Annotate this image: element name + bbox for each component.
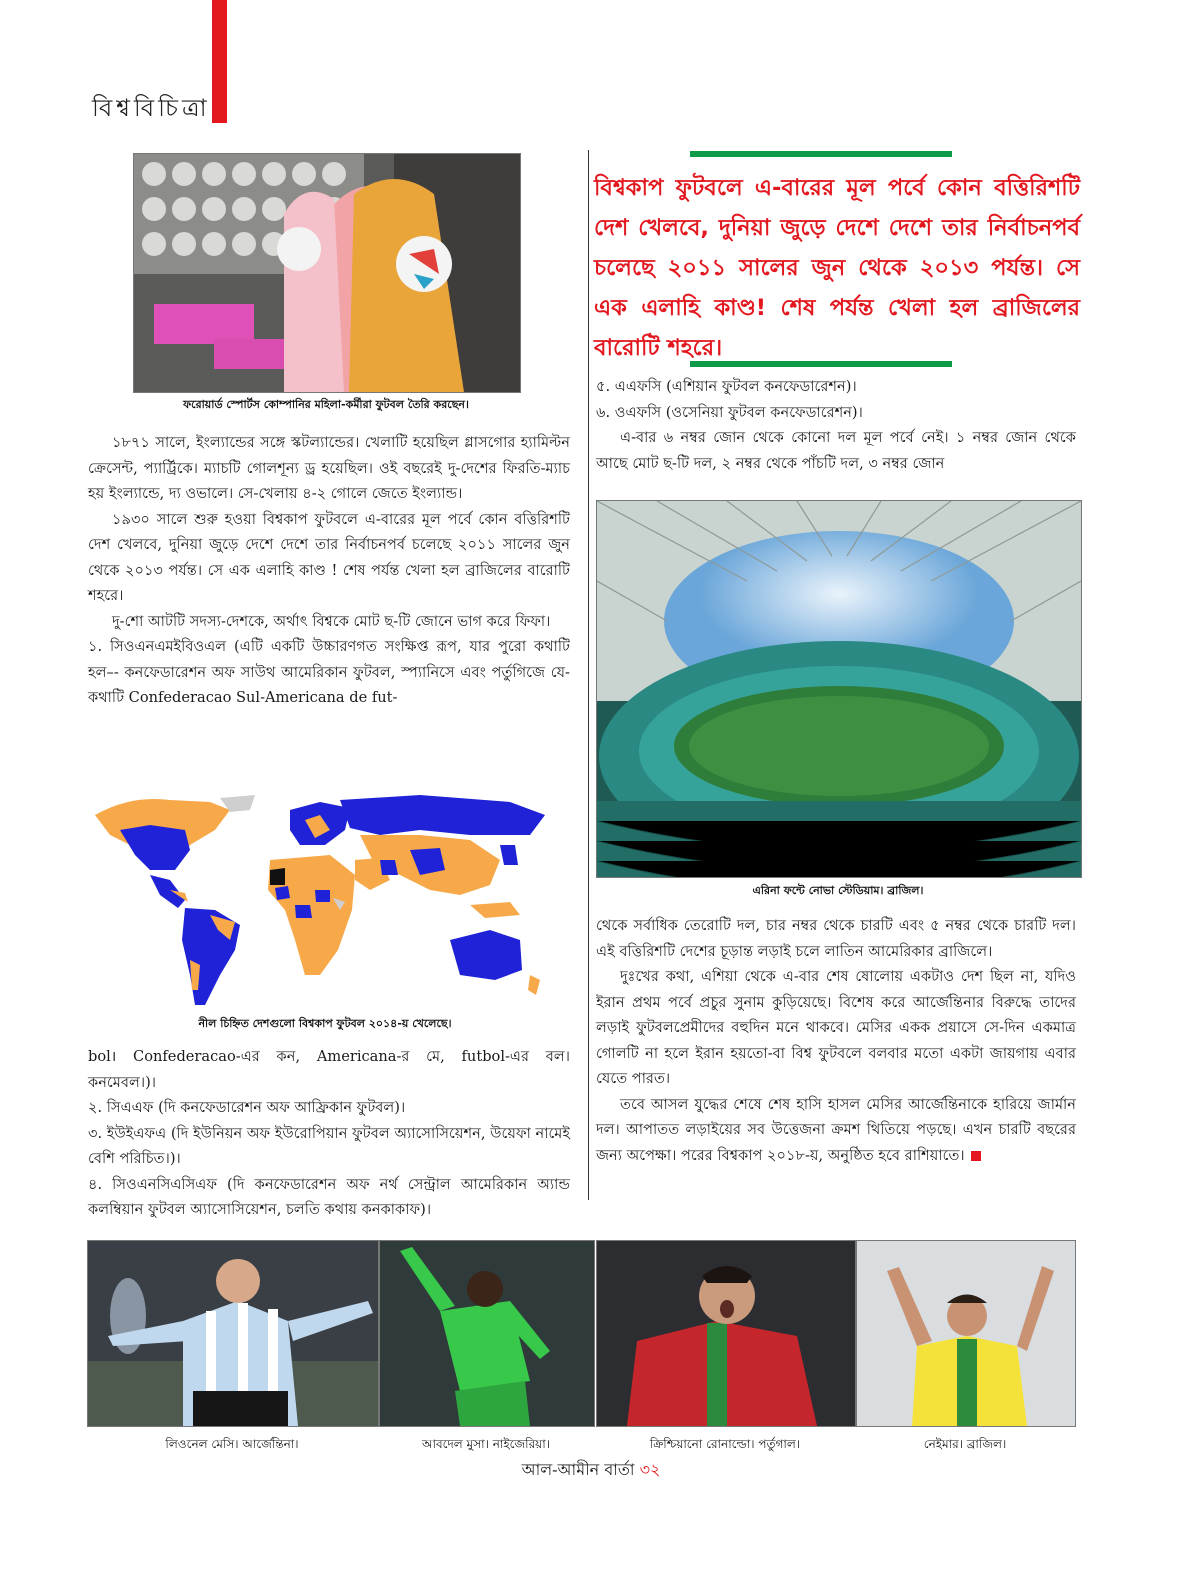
paragraph: ৬. ওএফসি (ওসেনিয়া ফুটবল কনফেডারেশন)। xyxy=(596,403,863,421)
pull-quote-rule-bottom xyxy=(690,361,952,367)
magazine-name: আল-আমীন বার্তা xyxy=(521,1460,635,1479)
paragraph: ৫. এএফসি (এশিয়ান ফুটবল কনফেডারেশন)। xyxy=(596,378,857,395)
right-column-top xyxy=(596,374,1076,476)
header-accent-bar xyxy=(212,0,227,123)
right-column-bottom xyxy=(596,913,1076,1168)
map-caption: নীল চিহ্নিত দেশগুলো বিশ্বকাপ ফুটবল ২০১৪-য় খেলেছে। xyxy=(198,1017,452,1030)
end-mark-icon xyxy=(971,1151,981,1161)
left-column-bottom xyxy=(88,1044,570,1223)
paragraph: ১. সিওএনএমইবিওএল (এটি একটি উচ্চারণগত সংক্ষিপ্ত রূপ, যার পুরো কথাটি হল–- কনফেডারেশন অফ সাউথ আমেরিকান ফুটবল, স্প্যানিসে এবং পর্তুগিজে যে-কথাটি Confederacao Sul-Americana de fut- xyxy=(88,638,570,706)
messi-caption: লিওনেল মেসি। আর্জেন্তিনা। xyxy=(165,1437,299,1451)
page-footer xyxy=(0,1457,1182,1484)
paragraph: দুঃখের কথা, এশিয়া থেকে এ-বার শেষ ষোলোয় একটাও দেশ ছিল না, যদিও ইরান প্রথম পর্বে প্রচুর সুনাম কুড়িয়েছে। বিশেষ করে আর্জেন্তিনার বিরুদ্ধে তাদের লড়াই ফুটবলপ্রেমীদের বহুদিন মনে থাকবে। মেসির একক প্রয়াসে সে-দিন একমাত্র গোলটি না হলে ইরান হয়তো-বা বিশ্ব ফুটবলে বলবার মতো একটা জায়গায় এবার যেতে পারত। xyxy=(596,968,1076,1087)
neymar-photo xyxy=(856,1240,1076,1427)
paragraph: দু-শো আটটি সদস্য-দেশকে, অর্থাৎ বিশ্বকে মোট ছ-টি জোনে ভাগ করে ফিফা। xyxy=(112,612,551,630)
stadium-photo xyxy=(596,500,1082,878)
page-number: ৩২ xyxy=(639,1460,661,1479)
ronaldo-photo xyxy=(596,1240,856,1427)
paragraph: ১৮৭১ সালে, ইংল্যান্ডের সঙ্গে স্কটল্যান্ডের। খেলাটি হয়েছিল গ্লাসগোর হ্যামিল্টন ক্রেসেন্ট, প্যার্ট্রিকে। ম্যাচটি গোলশূন্য ড্র হয়েছিল। ওই বছরেই দু-দেশের ফিরতি-ম্যাচ হয় ইংল্যান্ডে, দ্য ওভালে। সে-খেলায় ৪-২ গোলে জেতে ইংল্যান্ড। xyxy=(88,434,570,502)
left-column-top xyxy=(88,430,570,711)
messi-photo xyxy=(87,1240,379,1427)
world-map xyxy=(90,790,560,1012)
column-divider xyxy=(588,150,589,1200)
paragraph: ৪. সিওএনসিএসিএফ (দি কনফেডারেশন অফ নর্থ সেন্ট্রাল আমেরিকান অ্যান্ড কলম্বিয়ান ফুটবল অ্যাসোসিয়েশন, চলতি কথায় কনকাকাফ)। xyxy=(88,1175,570,1218)
ronaldo-caption: ক্রিশ্চিয়ানো রোনাল্ডো। পর্তুগাল। xyxy=(649,1437,801,1451)
paragraph: ২. সিএএফ (দি কনফেডারেশন অফ আফ্রিকান ফুটবল)। xyxy=(88,1099,406,1116)
paragraph: ১৯৩০ সালে শুরু হওয়া বিশ্বকাপ ফুটবলে এ-বারের মূল পর্বে কোন বত্তিরিশটি দেশ খেলবে, দুনিয়া জুড়ে দেশে দেশে তার নির্বাচনপর্ব চলেছে ২০১১ সালের জুন থেকে ২০১৩ পর্যন্ত। সে এক এলাহি কাণ্ড ! শেষ পর্যন্ত খেলা হল ব্রাজিলের বারোটি শহরে। xyxy=(88,510,570,604)
factory-caption: ফরোয়ার্ড স্পোর্টস কোম্পানির মহিলা-কর্মীরা ফুটবল তৈরি করছেন। xyxy=(183,398,469,411)
paragraph-text: তবে আসল যুদ্ধের শেষে শেষ হাসি হাসল মেসির আর্জেন্তিনাকে হারিয়ে জার্মান দল। আপাতত লড়াইয়ের সব উত্তেজনা ক্রমশ থিতিয়ে পড়ছে। এখন চারটি বছরের জন্য অপেক্ষা। পরের বিশ্বকাপ ২০১৮-য়, অনুষ্ঠিত হবে রাশিয়াতে। xyxy=(596,1095,1076,1164)
paragraph: এ-বার ৬ নম্বর জোন থেকে কোনো দল মূল পর্বে নেই। ১ নম্বর জোন থেকে আছে মোট ছ-টি দল, ২ নম্বর থেকে পাঁচটি দল, ৩ নম্বর জোন xyxy=(596,429,1076,472)
paragraph: ৩. ইউইএফএ (দি ইউনিয়ন অফ ইউরোপিয়ান ফুটবল অ্যাসোসিয়েশন, উয়েফা নামেই বেশি পরিচিত।)। xyxy=(88,1124,570,1167)
neymar-caption: নেইমার। ব্রাজিল। xyxy=(923,1437,1007,1451)
musa-caption: আবদেল মুসা। নাইজেরিয়া। xyxy=(421,1437,551,1451)
pull-quote-rule-top xyxy=(690,151,952,157)
stadium-caption: এরিনা ফন্টে নোভা স্টেডিয়াম। ব্রাজিল। xyxy=(752,884,924,897)
musa-photo xyxy=(379,1240,595,1427)
paragraph: bol। Confederacao-এর কন, Americana-র মে, futbol-এর বল। কনমেবল।)। xyxy=(88,1048,570,1091)
section-title: বিশ্ববিচিত্রা xyxy=(92,94,211,122)
paragraph xyxy=(596,1092,1076,1169)
paragraph: থেকে সর্বাধিক তেরোটি দল, চার নম্বর থেকে চারটি এবং ৫ নম্বর থেকে চারটি দল। এই বত্তিরিশটি দেশের চূড়ান্ত লড়াই চলে লাতিন আমেরিকার ব্রাজিলে। xyxy=(596,917,1076,960)
pull-quote: বিশ্বকাপ ফুটবলে এ-বারের মূল পর্বে কোন বত্তিরিশটি দেশ খেলবে, দুনিয়া জুড়ে দেশে দেশে তার নির্বাচনপর্ব চলেছে ২০১১ সালের জুন থেকে ২০১৩ পর্যন্ত। সে এক এলাহি কাণ্ড! শেষ পর্যন্ত খেলা হল ব্রাজিলের বারোটি শহরে। xyxy=(594,175,1080,361)
factory-photo xyxy=(133,153,521,393)
